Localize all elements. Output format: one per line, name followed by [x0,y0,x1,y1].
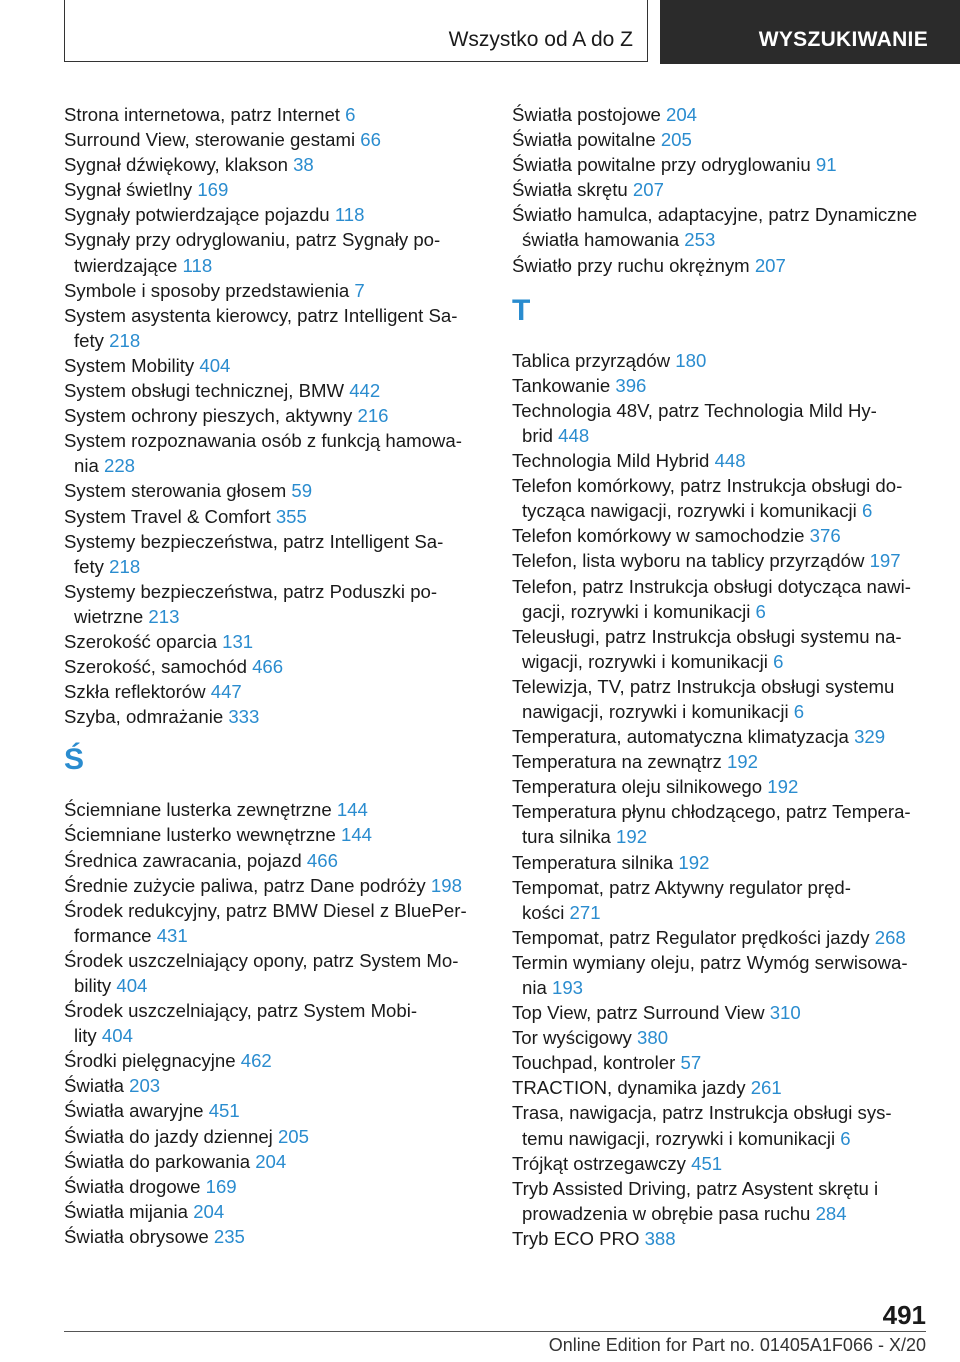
index-entry-text: światła hamowania [522,229,685,251]
page-link[interactable]: 451 [691,1152,723,1174]
index-entry [64,679,484,704]
page-link[interactable]: 57 [680,1052,702,1074]
index-entry-text: Szkła reflektorów [64,681,211,703]
index-entry [64,1073,484,1098]
entries-group [512,348,932,1251]
section-tab-label: Wszystko od A do Z [448,28,633,51]
index-entry [64,278,484,303]
index-entry-text: Światło przy ruchu okrężnym [512,254,755,276]
index-entry-text: Telefon komórkowy w samochodzie [512,525,810,547]
index-entry [64,1174,484,1199]
index-entry [512,448,932,473]
page-link[interactable]: 396 [615,374,647,396]
index-entry [512,127,932,152]
index-entry-text: Średnica zawracania, pojazd [64,849,307,871]
index-entry-text: twierdzające [74,254,183,276]
index-entry-text: Tor wyścigowy [512,1027,638,1049]
index-entry-text: Szerokość, samochód [64,656,253,678]
index-entry [64,504,484,529]
index-entry [512,398,932,448]
index-entry-text: Środki pielęgnacyjne [64,1050,241,1072]
index-entry-text: nia [522,977,552,998]
index-entry [512,177,932,202]
index-entry-text: Temperatura płynu chłodzącego, patrz Tempera- [512,801,911,823]
page-link[interactable]: 197 [869,550,901,572]
index-entry-text: Strona internetowa, patrz Internet [64,104,346,125]
index-entry [64,654,484,679]
index-entry-text: tura silnika [522,826,617,848]
index-entry [64,848,484,873]
page-link[interactable]: 192 [678,851,710,873]
index-entry-text: Systemy bezpieczeństwa, patrz Intelligent Sa- [64,530,444,552]
index-entry-text: Top View, patrz Surround View [512,1002,770,1024]
page-link[interactable]: 7 [354,279,365,301]
index-entry [512,724,932,749]
index-entry-text: Telefon, lista wyboru na tablicy przyrządów [512,550,870,572]
index-entry-text: Termin wymiany oleju, patrz Wymóg serwisowa- [512,951,908,973]
index-entry-text: Technologia 48V, patrz Technologia Mild Hy- [512,399,877,421]
page-link[interactable]: 118 [334,204,365,226]
index-entry-text: fety [74,555,110,577]
index-entry-text: Środek uszczelniający opony, patrz System Mo- [64,949,459,971]
index-entry-text: System asystenta kierowcy, patrz Intelligent Sa- [64,304,458,326]
index-entry-text: Ściemniane lusterko wewnętrzne [64,824,341,846]
index-entry-text: System sterowania głosem [64,480,292,502]
page-link[interactable]: 355 [275,505,307,527]
index-entry [64,1199,484,1224]
index-entry-text: Sygnał świetlny [64,179,198,201]
index-entry [64,579,484,629]
index-entry-text: lity [74,1025,102,1047]
page-link[interactable]: 204 [193,1200,225,1222]
index-entry [512,1000,932,1025]
index-entry [64,873,484,898]
page-link[interactable]: 462 [240,1050,272,1072]
index-entry [64,428,484,478]
page-link[interactable]: 310 [769,1002,801,1024]
index-entry [512,253,932,278]
index-entry [64,1124,484,1149]
index-entry-text: Temperatura, automatyczna klimatyzacja [512,726,855,748]
index-entry [64,797,484,822]
page-link[interactable]: 192 [767,776,799,798]
index-entry-text: Światła mijania [64,1200,194,1222]
index-entry-text: System Travel & Comfort [64,505,276,527]
page-link[interactable]: 380 [637,1027,669,1049]
index-entry-text: Tempomat, patrz Aktywny regulator pręd- [512,876,851,898]
footer-divider [64,1331,926,1332]
index-entry-text: Światła powitalne [512,129,661,151]
index-entry-text: Teleusługi, patrz Instrukcja obsługi systemu na- [512,625,902,647]
page-link[interactable]: 448 [558,424,590,446]
index-entry [512,102,932,127]
index-entry-text: nawigacji, rozrywki i komunikacji [522,700,794,722]
index-entry-text: Telefon komórkowy, patrz Instrukcja obsługi do- [512,475,903,497]
index-entry [512,950,932,1000]
index-entry [64,127,484,152]
index-entry [512,348,932,373]
index-entry [512,373,932,398]
index-entry [64,478,484,503]
index-entry-text: System ochrony pieszych, aktywny [64,405,358,427]
page-link[interactable]: 376 [809,525,841,547]
index-entry [512,473,932,523]
index-entry-text: Tankowanie [512,374,616,396]
index-entry [64,177,484,202]
footer-edition-text: Online Edition for Part no. 01405A1F066 - X/20 [548,1335,926,1355]
index-entry-text: Trójkąt ostrzegawczy [512,1152,692,1174]
page-link[interactable]: 333 [228,706,260,728]
page-link[interactable]: 235 [213,1225,245,1247]
page-link[interactable]: 218 [109,555,141,577]
index-entry-text: kości [522,901,570,923]
page-link[interactable]: 192 [726,751,758,773]
index-entry [64,303,484,353]
index-entry [512,574,932,624]
index-entry-text: Temperatura silnika [512,851,679,873]
index-entry [64,529,484,579]
index-entry [512,1100,932,1150]
section-tab [64,0,648,62]
search-tab-label: WYSZUKIWANIE [758,28,928,51]
index-entry-text: Telewizja, TV, patrz Instrukcja obsługi systemu [512,675,895,697]
page-link[interactable]: 205 [277,1125,309,1147]
index-entry [512,523,932,548]
page-link[interactable]: 388 [644,1227,676,1249]
index-entry [64,102,484,127]
page-link[interactable]: 66 [360,129,381,151]
page-link[interactable]: 203 [129,1075,161,1097]
index-entry [64,227,484,277]
index-entry-text: Światło hamulca, adaptacyjne, patrz Dynamiczne [512,204,918,226]
index-entry-text: Światła skrętu [512,179,633,201]
index-entry [64,1098,484,1123]
index-entry [64,1224,484,1249]
page-link[interactable]: 180 [675,349,707,371]
index-entry-text: prowadzenia w obrębie pasa ruchu [522,1202,816,1224]
index-entry [512,1176,932,1226]
page-link[interactable]: 6 [345,104,356,125]
index-entry [64,1149,484,1174]
index-entry-text: TRACTION, dynamika jazdy [512,1077,751,1099]
index-entry-text: wigacji, rozrywki i komunikacji [522,650,774,672]
index-entry-text: Światła awaryjne [64,1100,209,1122]
index-entry [512,875,932,925]
page-link[interactable]: 284 [815,1202,847,1224]
index-entry-text: Trasa, nawigacja, patrz Instrukcja obsługi sys- [512,1102,892,1124]
index-entry-text: System obsługi technicznej, BMW [64,380,350,402]
search-tab[interactable] [660,0,960,64]
index-entry [512,850,932,875]
index-entry-text: Średnie zużycie paliwa, patrz Dane podróży [64,874,431,896]
letter-heading-s-acute: Ś [64,743,85,777]
page-link[interactable]: 6 [861,500,873,522]
index-entry-text: Sygnały przy odryglowaniu, patrz Sygnały po- [64,229,441,251]
page-link[interactable]: 144 [336,799,368,821]
page-link[interactable]: 193 [551,977,584,998]
page-link[interactable]: 6 [793,700,805,722]
page-link[interactable]: 38 [293,154,314,176]
index-entry-text: Szerokość oparcia [64,630,223,652]
index-entry-text: Środek redukcyjny, patrz BMW Diesel z BluePer- [64,899,467,921]
index-entry-text: Światła postojowe [512,104,666,125]
index-entry [512,925,932,950]
page-link[interactable]: 118 [182,254,213,276]
index-entry [512,202,932,252]
index-entry-text: Sygnały potwierdzające pojazdu [64,204,335,226]
index-entry-text: Światła [64,1075,130,1097]
index-entry [512,1226,932,1251]
entries-group [64,797,484,1249]
index-entry [512,548,932,573]
index-entry-text: Symbole i sposoby przedstawienia [64,279,355,301]
page-link[interactable]: 207 [632,179,664,201]
index-entry-text: Telefon, patrz Instrukcja obsługi dotycząca nawi- [512,575,911,597]
page-link[interactable]: 466 [252,656,284,678]
page-link[interactable]: 466 [306,849,338,871]
index-entry-text: Temperatura na zewnątrz [512,751,727,773]
index-entry [64,1048,484,1073]
page-link[interactable]: 6 [773,650,784,672]
index-entry-text: Światła do jazdy dziennej [64,1125,278,1147]
page-link[interactable]: 204 [255,1150,287,1172]
index-entry-text: Ściemniane lusterka zewnętrzne [64,799,337,821]
index-entry-text: Światła drogowe [64,1175,206,1197]
index-entry [512,674,932,724]
index-entry-text: Tablica przyrządów [512,349,676,371]
page-link[interactable]: 447 [210,681,242,703]
page-link[interactable]: 268 [874,926,906,948]
page-link[interactable]: 404 [199,354,231,376]
page-link[interactable]: 207 [754,254,786,276]
page-link[interactable]: 198 [430,874,462,896]
index-entry [512,152,932,177]
index-entry [64,948,484,998]
index-entry-text: Tryb ECO PRO [512,1227,645,1249]
index-entry-text: fety [74,329,110,351]
index-entry-text: Szyba, odmrażanie [64,706,229,728]
index-entry-text: Touchpad, kontroler [512,1052,681,1074]
index-entry [64,898,484,948]
index-entry-text: tycząca nawigacji, rozrywki i komunikacji [522,500,862,522]
index-column-left [64,102,484,1249]
index-entry-text: Światła obrysowe [64,1225,214,1247]
index-entry [64,998,484,1048]
page-link[interactable]: 431 [156,924,188,946]
letter-heading-t: T [512,293,531,327]
page-link[interactable]: 216 [357,405,389,427]
index-entry-text: nia [74,455,104,477]
index-entry-text: System Mobility [64,354,200,376]
index-entry [64,822,484,847]
index-entry-text: Technologia Mild Hybrid [512,450,715,472]
index-entry-text: wietrzne [74,605,149,627]
index-column-right [512,102,932,1251]
index-entry-text: temu nawigacji, rozrywki i komunikacji [522,1127,841,1149]
index-entry [512,1025,932,1050]
page-link[interactable]: 404 [116,975,148,996]
page-link[interactable]: 169 [197,179,229,201]
index-entry-text: bility [74,975,117,996]
index-entry [512,749,932,774]
index-entry-text: System rozpoznawania osób z funkcją hamowa- [64,430,462,452]
index-entry [64,202,484,227]
page-link[interactable]: 261 [750,1077,782,1099]
page-link[interactable]: 131 [222,630,254,652]
page-link[interactable]: 228 [103,455,136,477]
page-link[interactable]: 442 [349,380,381,402]
page-link[interactable]: 192 [616,826,648,848]
page-link[interactable]: 451 [208,1100,240,1122]
page-link[interactable]: 6 [840,1127,851,1149]
index-entry [64,353,484,378]
page-link[interactable]: 169 [205,1175,237,1197]
index-entry [512,1075,932,1100]
page-link[interactable]: 404 [101,1025,133,1047]
index-entry-text: Surround View, sterowanie gestami [64,129,361,151]
index-entry-text: Temperatura oleju silnikowego [512,776,768,798]
index-entry-text: formance [74,924,157,946]
entries-group [512,102,932,278]
index-entry [64,403,484,428]
index-entry-text: Tempomat, patrz Regulator prędkości jazdy [512,926,875,948]
page-link[interactable]: 213 [148,605,180,627]
page-link[interactable]: 253 [684,229,716,251]
index-entry-text: gacji, rozrywki i komunikacji [522,600,756,622]
index-entry-text: Tryb Assisted Driving, patrz Asystent skrętu i [512,1177,879,1199]
index-entry [512,1050,932,1075]
index-entry-text: Światła do parkowania [64,1150,256,1172]
index-entry [512,799,932,849]
index-entry [512,624,932,674]
index-entry-text: Światła powitalne przy odryglowaniu [512,154,816,176]
page-link[interactable]: 205 [660,129,692,151]
page-link[interactable]: 59 [291,480,313,502]
page-link[interactable]: 448 [714,450,746,472]
page-link[interactable]: 6 [755,600,766,622]
index-entry [512,774,932,799]
page-link[interactable]: 144 [340,824,373,846]
index-entry-text: Systemy bezpieczeństwa, patrz Poduszki po- [64,580,438,602]
page-link[interactable]: 271 [569,901,601,923]
page-link[interactable]: 91 [815,154,837,176]
index-entry [64,152,484,177]
index-entry [64,704,484,729]
index-entry [64,378,484,403]
index-entry-text: brid [522,424,559,446]
page-link[interactable]: 329 [854,726,886,748]
index-entry-text: Środek uszczelniający, patrz System Mobi- [64,1000,418,1022]
page-link[interactable]: 218 [109,329,141,351]
page-link[interactable]: 204 [666,104,698,125]
entries-group [64,102,484,729]
index-entry-text: Sygnał dźwiękowy, klakson [64,154,294,176]
page-number: 491 [882,1300,926,1330]
index-entry [64,629,484,654]
index-entry [512,1151,932,1176]
